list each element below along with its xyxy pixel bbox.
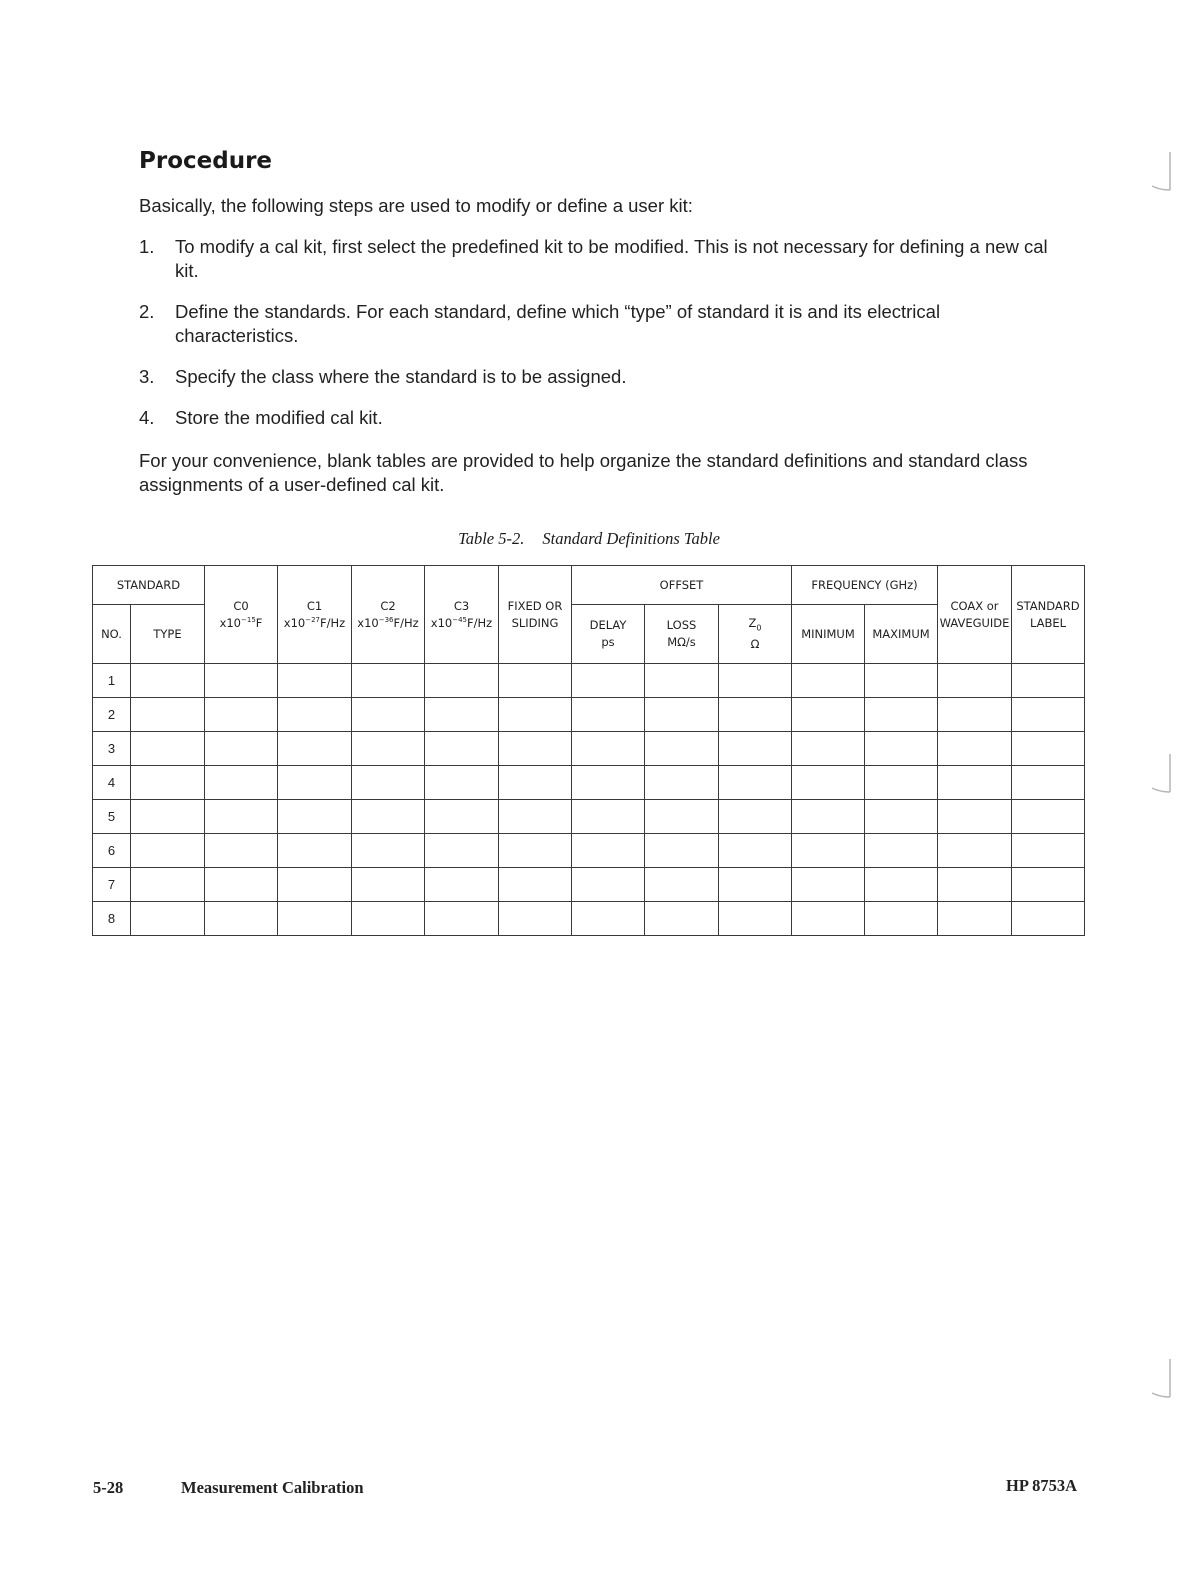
blank-cell	[1012, 732, 1085, 766]
blank-cell	[499, 868, 572, 902]
row-number: 4	[93, 766, 131, 800]
blank-cell	[131, 766, 205, 800]
blank-cell	[205, 868, 278, 902]
blank-cell	[499, 766, 572, 800]
header-c2	[352, 566, 425, 664]
table-row	[93, 732, 1085, 766]
blank-cell	[938, 664, 1012, 698]
step-number: 4.	[139, 407, 155, 428]
blank-cell	[352, 868, 425, 902]
header-c1-name: C1	[306, 598, 323, 613]
header-c2-unit: $x10^{-36}F/Hz$	[357, 615, 419, 630]
blank-cell	[425, 732, 499, 766]
blank-cell	[572, 800, 645, 834]
blank-cell	[278, 868, 352, 902]
blank-cell	[205, 766, 278, 800]
blank-cell	[792, 902, 865, 936]
row-number: 8	[93, 902, 131, 936]
blank-cell	[499, 834, 572, 868]
header-delay: DELAY ps	[572, 605, 645, 664]
blank-cell	[352, 902, 425, 936]
blank-cell	[278, 800, 352, 834]
header-minimum: MINIMUM	[792, 605, 865, 664]
blank-cell	[572, 834, 645, 868]
blank-cell	[352, 800, 425, 834]
blank-cell	[792, 834, 865, 868]
blank-cell	[425, 766, 499, 800]
step-item	[139, 300, 1049, 348]
blank-cell	[865, 664, 938, 698]
binder-ring-mark-icon	[1148, 1357, 1178, 1405]
blank-cell	[719, 698, 792, 732]
blank-cell	[1012, 902, 1085, 936]
header-c3-unit: $x10^{-45}F/Hz$	[430, 615, 493, 630]
header-offset: OFFSET	[572, 566, 792, 605]
blank-cell	[1012, 766, 1085, 800]
blank-cell	[1012, 834, 1085, 868]
blank-cell	[499, 800, 572, 834]
header-type: TYPE	[131, 605, 205, 664]
blank-cell	[719, 800, 792, 834]
blank-cell	[792, 698, 865, 732]
blank-cell	[645, 698, 719, 732]
blank-cell	[278, 902, 352, 936]
blank-cell	[278, 766, 352, 800]
blank-cell	[425, 834, 499, 868]
blank-cell	[499, 698, 572, 732]
intro-text: Basically, the following steps are used to modify or define a user kit:	[139, 195, 693, 216]
header-fixed-or-sliding: FIXED OR SLIDING	[499, 566, 572, 664]
step-item	[139, 406, 1049, 430]
step-number: 2.	[139, 301, 155, 322]
table-row	[93, 698, 1085, 732]
blank-cell	[425, 902, 499, 936]
step-text: Specify the class where the standard is to be assigned.	[175, 366, 627, 387]
blank-cell	[572, 868, 645, 902]
blank-cell	[719, 766, 792, 800]
blank-cell	[205, 834, 278, 868]
header-c3-name: C3	[453, 598, 470, 613]
blank-cell	[865, 698, 938, 732]
blank-cell	[205, 902, 278, 936]
blank-cell	[205, 732, 278, 766]
header-c2-name: C2	[380, 598, 396, 613]
blank-cell	[499, 732, 572, 766]
blank-cell	[865, 868, 938, 902]
blank-cell	[938, 766, 1012, 800]
blank-cell	[645, 664, 719, 698]
blank-cell	[938, 834, 1012, 868]
blank-cell	[352, 834, 425, 868]
blank-cell	[938, 732, 1012, 766]
footer-page-number: 5-28	[93, 1478, 124, 1497]
blank-cell	[938, 868, 1012, 902]
blank-cell	[719, 834, 792, 868]
blank-cell	[278, 732, 352, 766]
blank-cell	[645, 766, 719, 800]
blank-cell	[131, 732, 205, 766]
blank-cell	[719, 732, 792, 766]
header-maximum: MAXIMUM	[865, 605, 938, 664]
row-number: 3	[93, 732, 131, 766]
blank-cell	[865, 902, 938, 936]
blank-cell	[131, 902, 205, 936]
row-number: 5	[93, 800, 131, 834]
row-number: 2	[93, 698, 131, 732]
blank-cell	[938, 698, 1012, 732]
header-no: NO.	[93, 605, 131, 664]
blank-cell	[865, 800, 938, 834]
blank-cell	[131, 834, 205, 868]
blank-cell	[131, 800, 205, 834]
blank-cell	[572, 766, 645, 800]
blank-cell	[938, 800, 1012, 834]
blank-cell	[938, 902, 1012, 936]
blank-cell	[205, 664, 278, 698]
blank-cell	[572, 902, 645, 936]
blank-cell	[425, 800, 499, 834]
blank-cell	[865, 732, 938, 766]
blank-cell	[499, 902, 572, 936]
blank-cell	[425, 698, 499, 732]
blank-cell	[205, 698, 278, 732]
procedure-steps	[139, 235, 1049, 447]
row-number: 7	[93, 868, 131, 902]
blank-cell	[278, 664, 352, 698]
convenience-paragraph: For your convenience, blank tables are provided to help organize the standard definitions and standard class assignments of a user-defined cal kit.	[139, 450, 1028, 495]
blank-cell	[278, 834, 352, 868]
blank-cell	[645, 834, 719, 868]
table-row	[93, 800, 1085, 834]
table-body	[93, 664, 1085, 936]
step-number: 1.	[139, 236, 155, 257]
header-c3	[425, 566, 499, 664]
section-heading: Procedure	[139, 148, 273, 174]
table-caption-number: Table 5-2.	[458, 529, 525, 548]
blank-cell	[352, 698, 425, 732]
blank-cell	[1012, 800, 1085, 834]
blank-cell	[792, 800, 865, 834]
standard-definitions-table	[92, 565, 1085, 936]
table-row	[93, 664, 1085, 698]
blank-cell	[572, 732, 645, 766]
table-row	[93, 834, 1085, 868]
step-number: 3.	[139, 366, 155, 387]
header-frequency: FREQUENCY (GHz)	[792, 566, 938, 605]
row-number: 6	[93, 834, 131, 868]
blank-cell	[1012, 664, 1085, 698]
blank-cell	[352, 732, 425, 766]
blank-cell	[719, 902, 792, 936]
header-c0	[205, 566, 278, 664]
blank-cell	[352, 766, 425, 800]
blank-cell	[572, 698, 645, 732]
step-text: Store the modified cal kit.	[175, 407, 383, 428]
step-item	[139, 235, 1049, 283]
blank-cell	[792, 766, 865, 800]
blank-cell	[499, 664, 572, 698]
blank-cell	[645, 902, 719, 936]
table-row	[93, 868, 1085, 902]
header-z0: $Z_0$ Ω	[719, 605, 792, 664]
blank-cell	[865, 766, 938, 800]
footer-model: HP 8753A	[1006, 1476, 1078, 1495]
table-caption	[0, 529, 1178, 549]
blank-cell	[645, 868, 719, 902]
blank-cell	[865, 834, 938, 868]
step-text: To modify a cal kit, first select the predefined kit to be modified. This is not necessary for defining a new cal kit.	[175, 236, 1048, 281]
blank-cell	[425, 664, 499, 698]
step-item	[139, 365, 1049, 389]
blank-cell	[792, 868, 865, 902]
blank-cell	[645, 732, 719, 766]
blank-cell	[425, 868, 499, 902]
table-row	[93, 902, 1085, 936]
blank-cell	[205, 800, 278, 834]
header-c0-name: C0	[233, 598, 249, 613]
row-number: 1	[93, 664, 131, 698]
blank-cell	[572, 664, 645, 698]
binder-ring-mark-icon	[1148, 150, 1178, 198]
blank-cell	[645, 800, 719, 834]
blank-cell	[131, 868, 205, 902]
blank-cell	[719, 664, 792, 698]
header-coax-waveguide: COAX or WAVEGUIDE	[938, 566, 1012, 664]
blank-cell	[719, 868, 792, 902]
blank-cell	[1012, 868, 1085, 902]
footer-section-title: Measurement Calibration	[181, 1478, 364, 1497]
blank-cell	[792, 732, 865, 766]
blank-cell	[1012, 698, 1085, 732]
binder-ring-mark-icon	[1148, 752, 1178, 800]
header-c1	[278, 566, 352, 664]
step-text: Define the standards. For each standard, define which “type” of standard it is and its electrical characteristics.	[175, 301, 941, 346]
blank-cell	[278, 698, 352, 732]
blank-cell	[131, 664, 205, 698]
header-loss: LOSS MΩ/s	[645, 605, 719, 664]
blank-cell	[131, 698, 205, 732]
blank-cell	[792, 664, 865, 698]
header-c0-unit: $x10^{-15}F$	[219, 615, 263, 630]
table-row	[93, 766, 1085, 800]
blank-cell	[352, 664, 425, 698]
header-c1-unit: $x10^{-27}F/Hz$	[283, 615, 346, 630]
header-standard-label: STANDARD LABEL	[1012, 566, 1085, 664]
header-standard: STANDARD	[93, 566, 205, 605]
table-caption-title: Standard Definitions Table	[542, 529, 720, 548]
